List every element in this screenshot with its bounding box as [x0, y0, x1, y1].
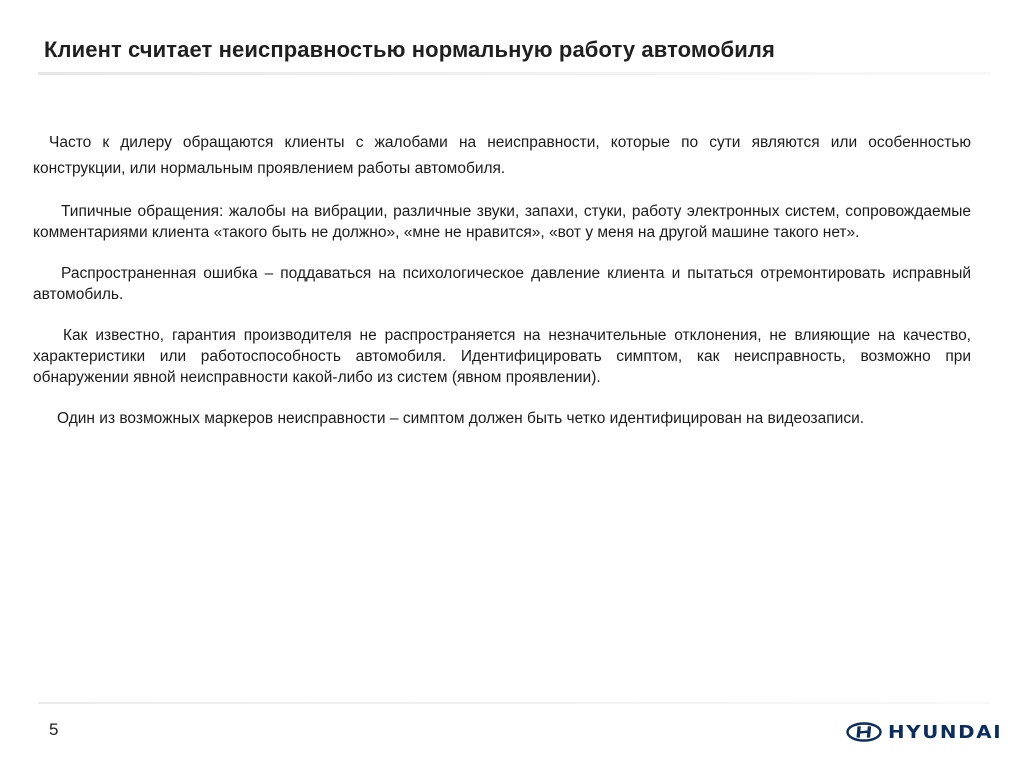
slide-body	[33, 130, 971, 429]
paragraph-3: Распространенная ошибка – поддаваться на психологическое давление клиента и пытаться отремонтировать исправный автомобиль.	[33, 265, 971, 303]
page-number: 5	[49, 720, 59, 739]
hyundai-wordmark: HYUNDAI	[888, 721, 1003, 743]
title-divider	[38, 72, 990, 75]
paragraph-5: Один из возможных маркеров неисправности – симптом должен быть четко идентифицирован на видеозаписи.	[57, 410, 865, 427]
hyundai-emblem-icon	[846, 722, 882, 742]
paragraph-4: Как известно, гарантия производителя не распространяется на незначительные отклонения, не влияющие на качество, характеристики или работоспособность автомобиля. Идентифицировать симптом, как неисправность, возможно при обнаружении явной неисправности какой-либо из систем (явном проявлении).	[33, 327, 971, 386]
paragraph-2: Типичные обращения: жалобы на вибрации, различные звуки, запахи, стуки, работу электронных систем, сопровождаемые комментариями клиента «такого быть не должно», «мне не нравится», «вот у меня на другой машине такого нет».	[33, 203, 971, 241]
slide-title: Клиент считает неисправностью нормальную работу автомобиля	[44, 37, 775, 62]
hyundai-logo	[846, 721, 1003, 743]
paragraph-1: Часто к дилеру обращаются клиенты с жалобами на неисправности, которые по сути являются или особенностью конструкции, или нормальным проявлением работы автомобиля.	[33, 134, 971, 177]
footer-divider	[38, 702, 990, 704]
